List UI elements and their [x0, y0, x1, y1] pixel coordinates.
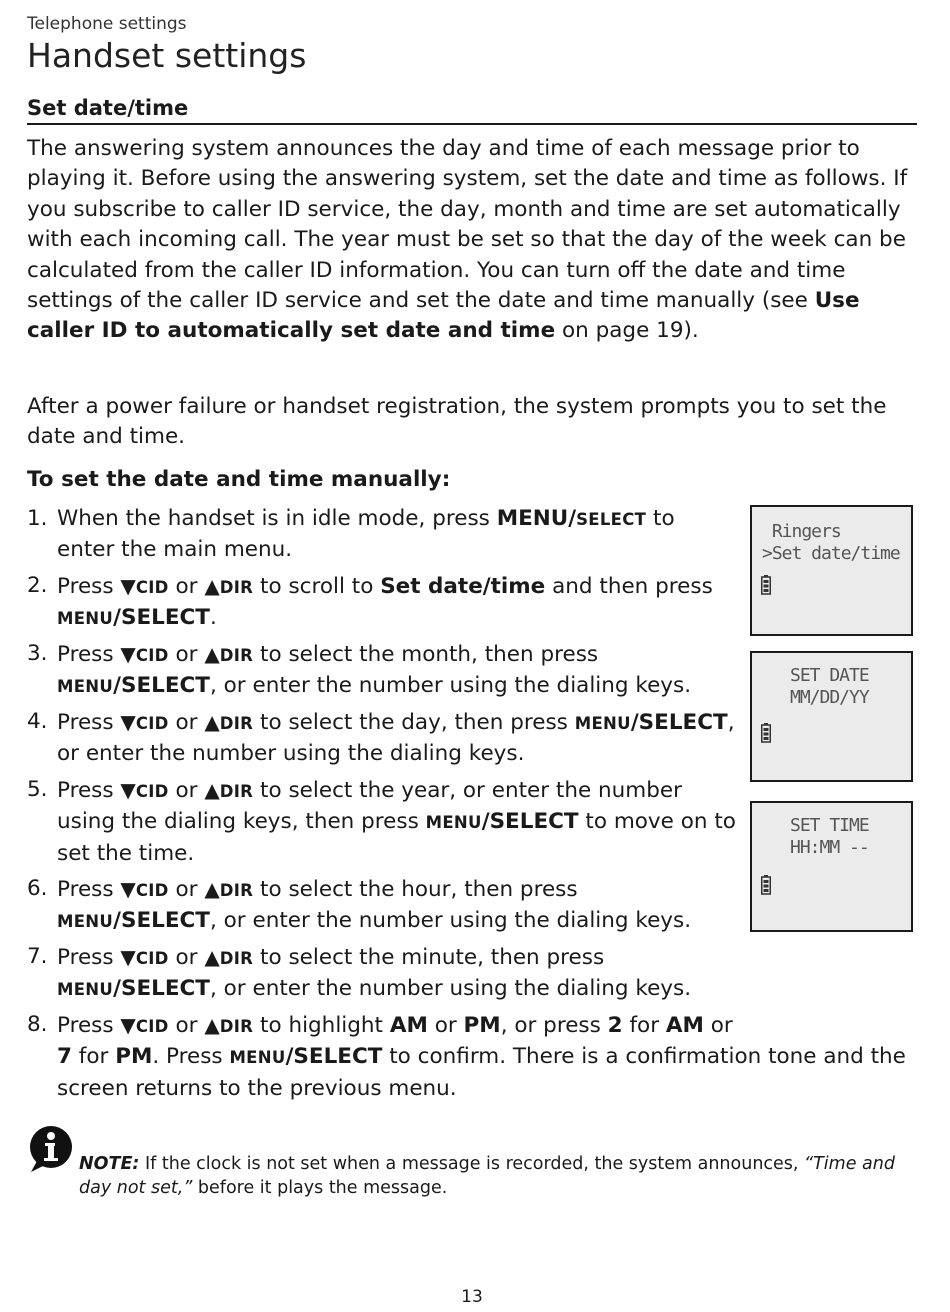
screen-line-1: SET DATE — [790, 665, 869, 686]
down-arrow-icon: ▼ — [120, 574, 136, 598]
step-number: 6. — [27, 876, 48, 901]
step-text: Press ▼CID or ▲DIR to select the month, then press MENU/SELECT, or enter the number using the dialing keys. — [57, 642, 692, 699]
step-number: 4. — [27, 709, 48, 734]
step-text: Press ▼CID or ▲DIR to select the day, then press MENU/SELECT, or enter the number using the dialing keys. — [57, 710, 735, 767]
down-arrow-icon: ▼ — [120, 642, 136, 666]
battery-icon — [761, 875, 771, 895]
note-text: NOTE: If the clock is not set when a message is recorded, the system announces, “Time and day not set,” before it plays the message. — [79, 1154, 895, 1198]
step-number: 1. — [27, 506, 48, 531]
up-arrow-icon: ▲ — [204, 877, 220, 901]
note-quote: “Time and day not set,” — [79, 1154, 895, 1198]
power-failure-paragraph: After a power failure or handset registration, the system prompts you to set the date and time. — [27, 394, 887, 450]
handset-screen-ringers — [750, 505, 913, 636]
step-text: When the handset is in idle mode, press MENU/SELECT to enter the main menu. — [57, 506, 675, 563]
battery-icon — [761, 575, 771, 595]
step-number: 8. — [27, 1012, 48, 1037]
step-text: Press ▼CID or ▲DIR to select the year, or enter the number using the dialing keys, then press MENU/SELECT to move on to set the time. — [57, 778, 736, 866]
step-number: 2. — [27, 573, 48, 598]
step-number: 7. — [27, 944, 48, 969]
down-arrow-icon: ▼ — [120, 1013, 136, 1037]
screen-line-2: HH:MM -- — [790, 837, 869, 858]
intro-paragraph — [27, 134, 917, 347]
down-arrow-icon: ▼ — [120, 778, 136, 802]
up-arrow-icon: ▲ — [204, 945, 220, 969]
section-heading: Set date/time — [27, 96, 917, 125]
screen-line-2: >Set date/time — [762, 543, 900, 564]
battery-icon — [761, 723, 771, 743]
step-text: Press ▼CID or ▲DIR to select the minute, then press MENU/SELECT, or enter the number using the dialing keys. — [57, 945, 692, 1002]
page-title: Handset settings — [27, 36, 307, 75]
cross-reference-link[interactable]: Use caller ID to automatically set date and time — [27, 288, 860, 344]
note-label: NOTE: — [79, 1154, 140, 1174]
intro-text: The answering system announces the day and time of each message prior to playing it. Before using the answering system, set the date and time as follows. If you subscribe to caller ID service, the day, month and time are set automatically with each incoming call. The year must be set so that the day of the week can be calculated from the caller ID information. You can turn off the date and time settings of the caller ID service and set the date and time manually (see — [27, 136, 908, 314]
up-arrow-icon: ▲ — [204, 1013, 220, 1037]
step-text: Press ▼CID or ▲DIR to select the hour, then press MENU/SELECT, or enter the number using the dialing keys. — [57, 877, 692, 934]
procedure-heading: To set the date and time manually: — [27, 467, 451, 492]
down-arrow-icon: ▼ — [120, 945, 136, 969]
handset-screen-set-date — [750, 651, 913, 782]
page-number: 13 — [461, 1287, 483, 1307]
step-text: Press ▼CID or ▲DIR to scroll to Set date/time and then press MENU/SELECT. — [57, 574, 713, 631]
screen-line-1: SET TIME — [790, 815, 869, 836]
screen-line-1: Ringers — [762, 521, 841, 542]
down-arrow-icon: ▼ — [120, 877, 136, 901]
step-number: 3. — [27, 641, 48, 666]
up-arrow-icon: ▲ — [204, 778, 220, 802]
up-arrow-icon: ▲ — [204, 574, 220, 598]
up-arrow-icon: ▲ — [204, 710, 220, 734]
down-arrow-icon: ▼ — [120, 710, 136, 734]
step-number: 5. — [27, 777, 48, 802]
intro-tail: on page 19). — [555, 318, 699, 344]
screen-line-2: MM/DD/YY — [790, 687, 869, 708]
section-eyebrow: Telephone settings — [27, 14, 187, 34]
up-arrow-icon: ▲ — [204, 642, 220, 666]
handset-screen-set-time — [750, 801, 913, 932]
step-text: Press ▼CID or ▲DIR to highlight AM or PM, or press 2 for AM or 7 for PM. Press MENU/SELECT to confirm. There is a confirmation tone and the screen returns to the previous menu. — [57, 1013, 906, 1101]
info-icon — [29, 1125, 73, 1173]
